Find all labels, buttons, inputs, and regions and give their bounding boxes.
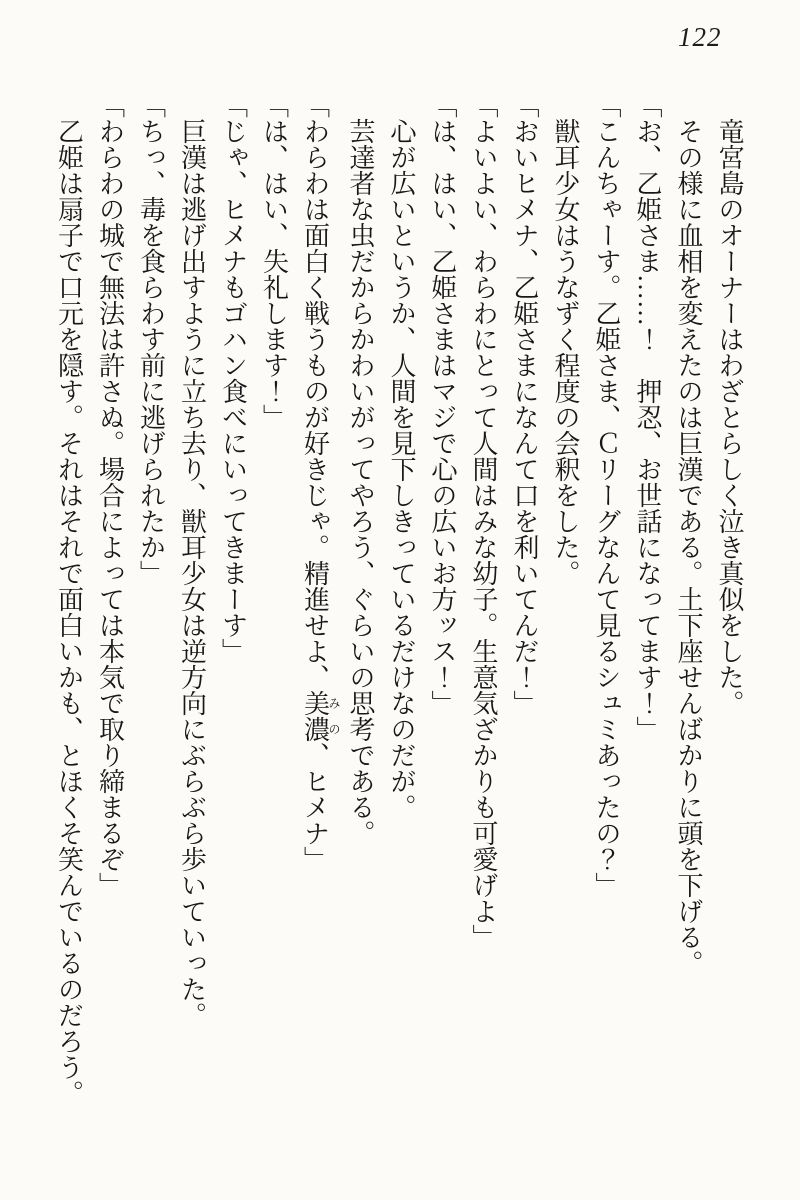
narration-line: その様に血相を変えたのは巨漢である。土下座せんばかりに頭を下げる。 xyxy=(674,118,703,976)
dialogue-line: 「お、乙姫さま……！ 押忍、お世話になってます！」 xyxy=(633,92,662,742)
narration-line: 獣耳少女はうなずく程度の会釈をした。 xyxy=(551,118,580,586)
dialogue-line: 「よいよい、わらわにとって人間はみな幼子。生意気ざかりも可愛げよ」 xyxy=(469,92,498,950)
dialogue-line: 「わらわは面白く戦うものが好きじゃ。精進せよ、美濃みの、ヒメナ」 xyxy=(300,92,341,872)
ruby-annotated-word: 美濃みの xyxy=(300,690,341,742)
narration-line: 竜宮島のオーナーはわざとらしく泣き真似をした。 xyxy=(715,118,744,716)
dialogue-line: 「わらわの城で無法は許さぬ。場合によっては本気で取り締まるぞ」 xyxy=(95,92,125,898)
narration-line: 芸達者な虫だからかわいがってやろう、ぐらいの思考である。 xyxy=(346,118,375,846)
narration-line: 巨漢は逃げ出すように立ち去り、獣耳少女は逆方向にぶらぶら歩いていった。 xyxy=(177,118,207,1028)
narration-line: 心が広いというか、人間を見下しきっているだけなのだが。 xyxy=(387,118,416,820)
dialogue-line: 「おいヒメナ、乙姫さまになんて口を利いてんだ！」 xyxy=(510,92,539,716)
narration-line: 乙姫は扇子で口元を隠す。それはそれで面白いかも、とほくそ笑んでいるのだろう。 xyxy=(54,118,84,1106)
dialogue-line: 「は、はい、失礼します！」 xyxy=(259,92,289,430)
dialogue-line: 「こんちゃーす。乙姫さま、Ｃリーグなんて見るシュミあったの？」 xyxy=(592,92,621,898)
dialogue-line: 「は、はい、乙姫さまはマジで心の広いお方ッス！」 xyxy=(428,92,457,716)
dialogue-line: 「ちっ、毒を食らわす前に逃げられたか」 xyxy=(136,92,166,586)
dialogue-line: 「じゃ、ヒメナもゴハン食べにいってきまーす」 xyxy=(218,92,248,664)
page-text xyxy=(50,92,750,1172)
page-number: 122 xyxy=(678,22,722,52)
